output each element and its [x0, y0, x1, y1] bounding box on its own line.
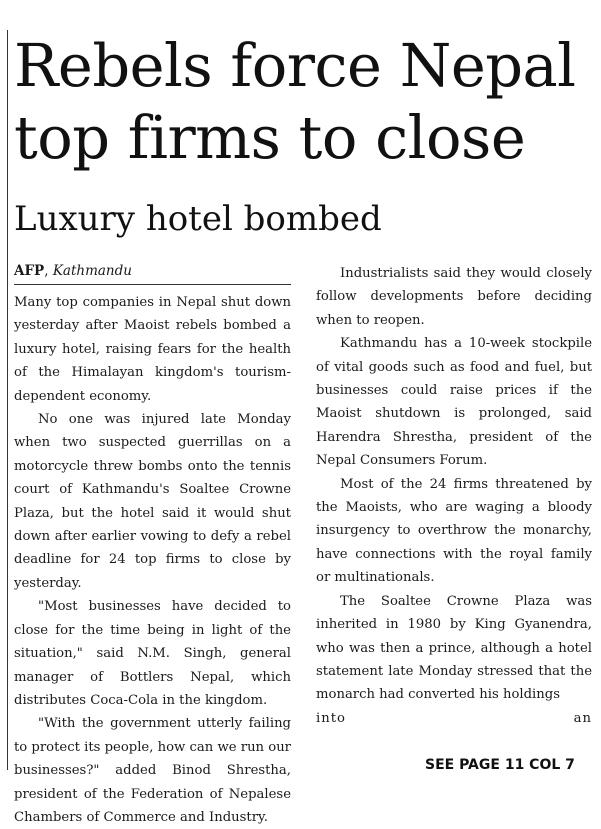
headline-line-2: top firms to close [14, 103, 526, 172]
paragraph: Most of the 24 firms threatened by the Maoists, who are waging a bloody insurgency to overthrow the monarchy, have connections with the royal family or multinationals. [316, 476, 592, 586]
paragraph: Industrialists said they would closely follow developments before deciding when to reopen. [316, 266, 592, 328]
paragraph: The Soaltee Crowne Plaza was inherited in 1980 by King Gyanendra, who was then a prince, although a hotel statement late Monday stressed that the monarch had converted his holdings [316, 593, 592, 703]
article-column-left [14, 262, 291, 829]
byline-agency: AFP [14, 263, 45, 279]
byline-dateline: Kathmandu [52, 263, 132, 279]
headline-line-1: Rebels force Nepal [14, 31, 576, 100]
byline-separator: , [44, 263, 53, 279]
column-rule [7, 30, 8, 770]
continuation-jump: SEE PAGE 11 COL 7 [425, 757, 575, 773]
tail-word: into [316, 710, 346, 726]
article-column-right [316, 262, 592, 730]
paragraph: Kathmandu has a 10-week stockpile of vital goods such as food and fuel, but businesses could raise prices if the Maoist shutdown is prolonged, said Harendra Shrestha, president of the Nepal Consumers Forum. [316, 336, 592, 469]
headline [14, 30, 598, 174]
paragraph: Many top companies in Nepal shut down yesterday after Maoist rebels bombed a luxury hotel, raising fears for the health of the Himalayan kingdom's tourism-dependent economy. [14, 295, 291, 404]
paragraph: "Most businesses have decided to close for the time being in light of the situation," said N.M. Singh, general manager of Bottlers Nepal, which distributes Coca-Cola in the kingdom. [14, 599, 291, 708]
tail-word: an [573, 710, 592, 726]
subheadline: Luxury hotel bombed [14, 199, 382, 239]
paragraph: No one was injured late Monday when two suspected guerrillas on a motorcycle threw bombs onto the tennis court of Kathmandu's Soaltee Crowne Plaza, but the hotel said it would shut down after earlier vowing to defy a rebel deadline for 24 top firms to close by yesterday. [14, 412, 291, 591]
paragraph-tail [316, 707, 592, 730]
byline [14, 262, 291, 285]
paragraph: "With the government utterly failing to protect its people, how can we run our businesses?" added Binod Shrestha, president of the Federation of Nepalese Chambers of Commerce and Industry. [14, 716, 291, 825]
